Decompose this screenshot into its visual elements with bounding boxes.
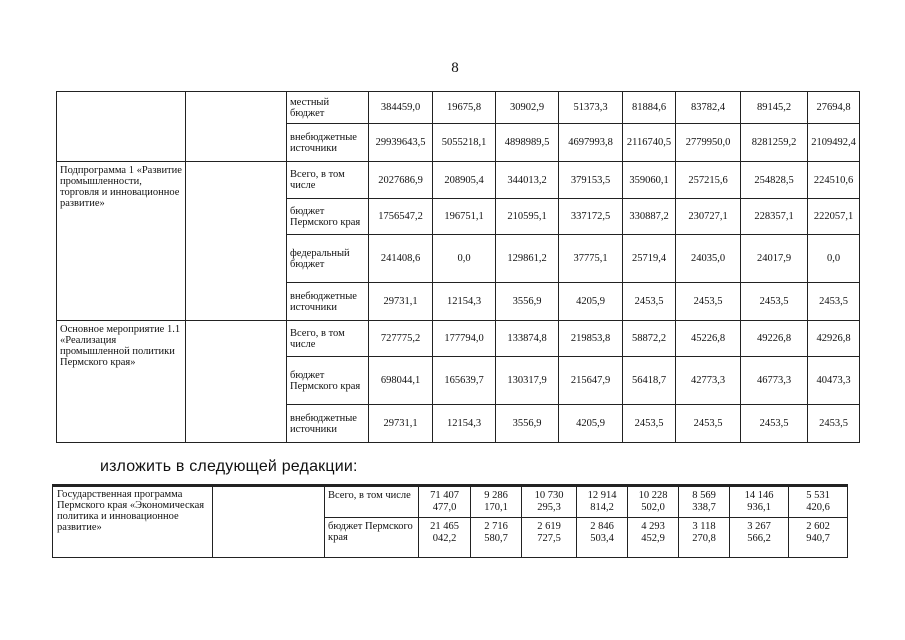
executor-cell bbox=[213, 486, 325, 558]
name-cell bbox=[57, 92, 186, 162]
amount-cell: 42926,8 bbox=[808, 321, 860, 357]
amount-cell: 241408,6 bbox=[369, 235, 433, 283]
table-row bbox=[57, 321, 860, 357]
activity-label: Основное мероприятие 1.1 «Реализация промышленной политики Пермского края» bbox=[57, 321, 186, 443]
amount-cell: 2779950,0 bbox=[676, 124, 741, 162]
amount-part: 936,1 bbox=[747, 502, 771, 513]
funding-source: бюджет Пермского края bbox=[287, 199, 369, 235]
funding-source: внебюджетные источники bbox=[287, 405, 369, 443]
amount-cell: 2453,5 bbox=[741, 405, 808, 443]
amount-cell: 25719,4 bbox=[623, 235, 676, 283]
amount-cell: 4697993,8 bbox=[559, 124, 623, 162]
amount-cell: 46773,3 bbox=[741, 357, 808, 405]
amount-part: 814,2 bbox=[590, 502, 614, 513]
amount-part: 3 118 bbox=[692, 521, 716, 532]
amount-cell: 257215,6 bbox=[676, 162, 741, 199]
amount-part: 71 407 bbox=[430, 490, 459, 501]
amount-cell: 24035,0 bbox=[676, 235, 741, 283]
amount-cell: 224510,6 bbox=[808, 162, 860, 199]
amount-cell: 129861,2 bbox=[496, 235, 559, 283]
amount-cell: 45226,8 bbox=[676, 321, 741, 357]
financing-table-new bbox=[52, 484, 848, 558]
amount-cell: 210595,1 bbox=[496, 199, 559, 235]
amount-cell: 56418,7 bbox=[623, 357, 676, 405]
amount-part: 4 293 bbox=[641, 521, 665, 532]
amount-cell: 40473,3 bbox=[808, 357, 860, 405]
amount-cell: 24017,9 bbox=[741, 235, 808, 283]
amount-cell: 0,0 bbox=[808, 235, 860, 283]
amount-cell: 4205,9 bbox=[559, 283, 623, 321]
amount-part: 2 602 bbox=[806, 521, 830, 532]
amount-cell: 230727,1 bbox=[676, 199, 741, 235]
funding-source: местный бюджет bbox=[287, 92, 369, 124]
amount-cell bbox=[789, 486, 848, 518]
amount-part: 477,0 bbox=[432, 502, 457, 513]
amount-cell: 29731,1 bbox=[369, 283, 433, 321]
amount-cell: 42773,3 bbox=[676, 357, 741, 405]
amount-part: 338,7 bbox=[692, 502, 716, 513]
amount-cell: 165639,7 bbox=[433, 357, 496, 405]
amount-cell: 51373,3 bbox=[559, 92, 623, 124]
table-row bbox=[57, 162, 860, 199]
amount-part: 9 286 bbox=[484, 490, 508, 501]
amount-cell: 2453,5 bbox=[808, 405, 860, 443]
amount-part: 580,7 bbox=[484, 533, 508, 544]
amount-cell: 37775,1 bbox=[559, 235, 623, 283]
amount-cell bbox=[730, 518, 789, 558]
amount-cell: 379153,5 bbox=[559, 162, 623, 199]
page-number: 8 bbox=[451, 60, 459, 76]
amount-cell: 727775,2 bbox=[369, 321, 433, 357]
amount-cell: 3556,9 bbox=[496, 283, 559, 321]
amount-cell: 1756547,2 bbox=[369, 199, 433, 235]
subprogram-label: Подпрограмма 1 «Развитие промышленности, торговля и инновационное развитие» bbox=[57, 162, 186, 321]
amount-cell: 2116740,5 bbox=[623, 124, 676, 162]
amount-cell bbox=[789, 518, 848, 558]
amount-cell: 89145,2 bbox=[741, 92, 808, 124]
amount-cell bbox=[471, 518, 522, 558]
amount-cell bbox=[679, 518, 730, 558]
amendment-caption: изложить в следующей редакции: bbox=[100, 458, 358, 475]
amount-part: 21 465 bbox=[430, 521, 459, 532]
executor-cell bbox=[186, 162, 287, 321]
amount-cell: 3556,9 bbox=[496, 405, 559, 443]
funding-source: федеральный бюджет bbox=[287, 235, 369, 283]
amount-part: 5 531 bbox=[806, 490, 830, 501]
amount-cell: 698044,1 bbox=[369, 357, 433, 405]
amount-part: 940,7 bbox=[806, 533, 830, 544]
amount-cell: 2453,5 bbox=[623, 283, 676, 321]
amount-cell: 330887,2 bbox=[623, 199, 676, 235]
amount-cell: 344013,2 bbox=[496, 162, 559, 199]
amount-part: 2 846 bbox=[590, 521, 614, 532]
amount-cell: 83782,4 bbox=[676, 92, 741, 124]
amount-cell bbox=[522, 518, 577, 558]
amount-part: 10 730 bbox=[534, 490, 564, 501]
amount-cell: 222057,1 bbox=[808, 199, 860, 235]
amount-part: 270,8 bbox=[692, 533, 716, 544]
amount-cell bbox=[522, 486, 577, 518]
amount-cell: 359060,1 bbox=[623, 162, 676, 199]
amount-cell: 2453,5 bbox=[623, 405, 676, 443]
amount-cell: 19675,8 bbox=[433, 92, 496, 124]
amount-part: 566,2 bbox=[747, 533, 771, 544]
amount-cell bbox=[419, 518, 471, 558]
amount-cell: 49226,8 bbox=[741, 321, 808, 357]
amount-part: 452,9 bbox=[641, 533, 665, 544]
amount-cell: 12154,3 bbox=[433, 405, 496, 443]
funding-source: Всего, в том числе bbox=[325, 486, 419, 518]
funding-source: внебюджетные источники bbox=[287, 124, 369, 162]
amount-cell: 130317,9 bbox=[496, 357, 559, 405]
amount-part: 14 146 bbox=[744, 490, 774, 501]
amount-part: 3 267 bbox=[747, 521, 771, 532]
funding-source: бюджет Пермского края bbox=[287, 357, 369, 405]
amount-part: 502,0 bbox=[641, 502, 665, 513]
amount-part: 503,4 bbox=[590, 533, 614, 544]
amount-cell bbox=[628, 486, 679, 518]
amount-cell: 5055218,1 bbox=[433, 124, 496, 162]
amount-part: 727,5 bbox=[537, 533, 561, 544]
amount-cell: 2453,5 bbox=[808, 283, 860, 321]
amount-cell: 2109492,4 bbox=[808, 124, 860, 162]
amount-cell: 2453,5 bbox=[676, 283, 741, 321]
table-row bbox=[57, 92, 860, 124]
amount-cell: 337172,5 bbox=[559, 199, 623, 235]
amount-part: 8 569 bbox=[692, 490, 716, 501]
amount-cell bbox=[577, 486, 628, 518]
amount-cell: 81884,6 bbox=[623, 92, 676, 124]
amount-cell bbox=[679, 486, 730, 518]
funding-source: Всего, в том числе bbox=[287, 162, 369, 199]
funding-source: бюджет Пермского края bbox=[325, 518, 419, 558]
amount-cell bbox=[730, 486, 789, 518]
amount-cell: 215647,9 bbox=[559, 357, 623, 405]
amount-cell: 4205,9 bbox=[559, 405, 623, 443]
amount-cell: 133874,8 bbox=[496, 321, 559, 357]
executor-cell bbox=[186, 92, 287, 162]
amount-cell: 12154,3 bbox=[433, 283, 496, 321]
amount-cell: 29731,1 bbox=[369, 405, 433, 443]
amount-part: 042,2 bbox=[432, 533, 457, 544]
funding-source: внебюджетные источники bbox=[287, 283, 369, 321]
financing-table-top bbox=[56, 91, 860, 443]
amount-cell: 196751,1 bbox=[433, 199, 496, 235]
amount-cell: 254828,5 bbox=[741, 162, 808, 199]
amount-part: 295,3 bbox=[537, 502, 561, 513]
table-row bbox=[53, 486, 848, 518]
amount-cell: 29939643,5 bbox=[369, 124, 433, 162]
amount-cell: 228357,1 bbox=[741, 199, 808, 235]
amount-part: 170,1 bbox=[484, 502, 508, 513]
amount-cell: 219853,8 bbox=[559, 321, 623, 357]
amount-cell: 2027686,9 bbox=[369, 162, 433, 199]
amount-part: 10 228 bbox=[638, 490, 668, 501]
amount-cell: 384459,0 bbox=[369, 92, 433, 124]
amount-cell: 27694,8 bbox=[808, 92, 860, 124]
funding-source: Всего, в том числе bbox=[287, 321, 369, 357]
amount-cell: 208905,4 bbox=[433, 162, 496, 199]
amount-cell: 58872,2 bbox=[623, 321, 676, 357]
amount-cell: 30902,9 bbox=[496, 92, 559, 124]
amount-cell bbox=[419, 486, 471, 518]
amount-cell: 177794,0 bbox=[433, 321, 496, 357]
amount-part: 2 716 bbox=[484, 521, 508, 532]
amount-cell bbox=[628, 518, 679, 558]
amount-cell: 4898989,5 bbox=[496, 124, 559, 162]
amount-cell bbox=[471, 486, 522, 518]
amount-cell bbox=[577, 518, 628, 558]
program-label: Государственная программа Пермского края «Экономическая политика и инновационное развитие» bbox=[53, 486, 213, 558]
amount-cell: 8281259,2 bbox=[741, 124, 808, 162]
amount-part: 420,6 bbox=[806, 502, 830, 513]
executor-cell bbox=[186, 321, 287, 443]
amount-part: 2 619 bbox=[537, 521, 561, 532]
amount-cell: 2453,5 bbox=[741, 283, 808, 321]
amount-cell: 2453,5 bbox=[676, 405, 741, 443]
amount-cell: 0,0 bbox=[433, 235, 496, 283]
amount-part: 12 914 bbox=[587, 490, 617, 501]
